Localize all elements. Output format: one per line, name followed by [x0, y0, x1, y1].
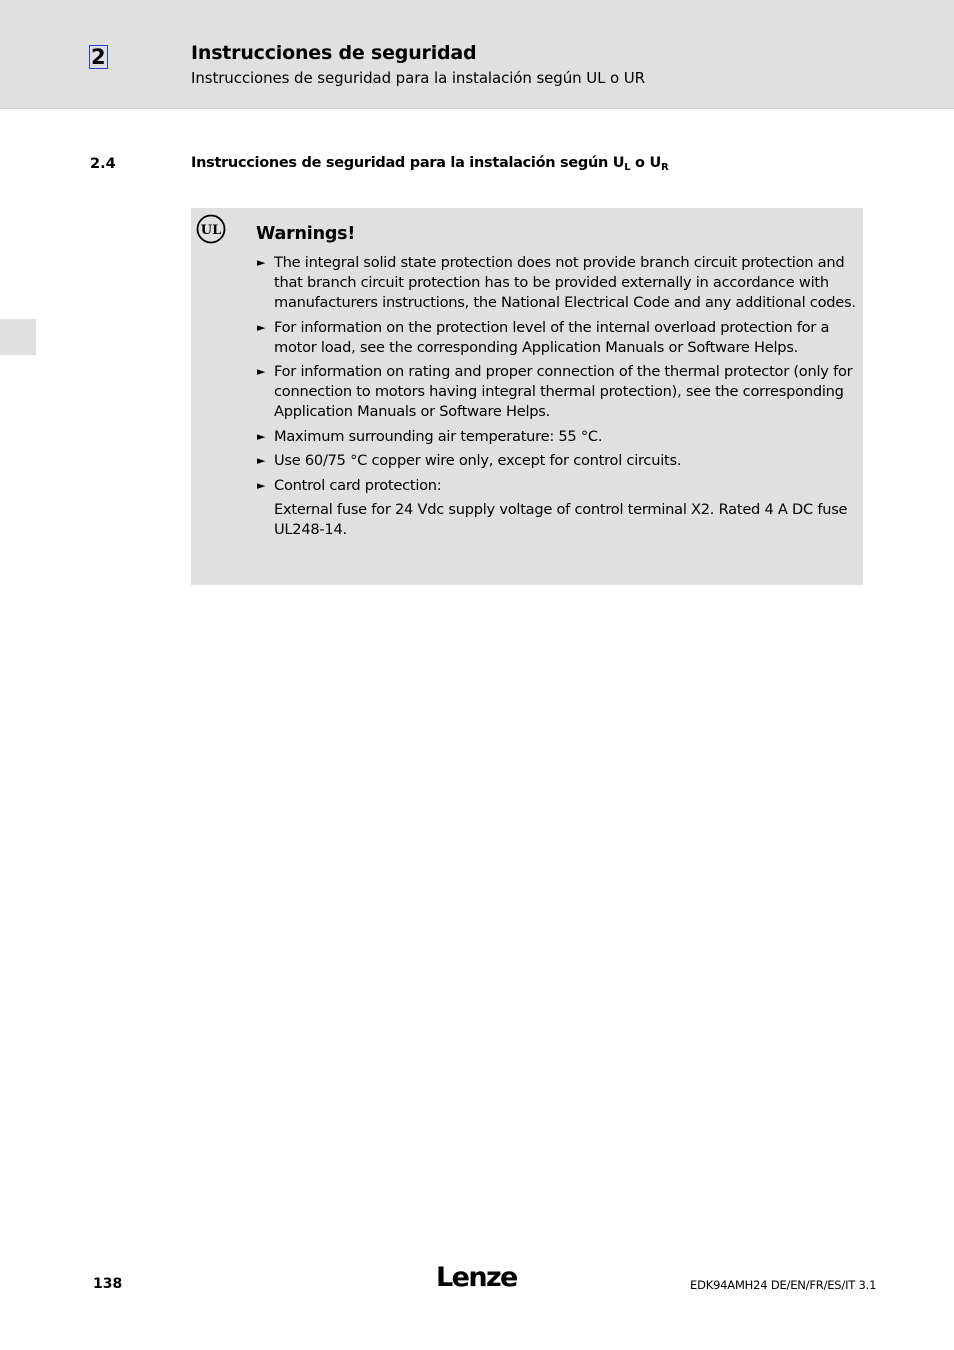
- warning-heading: Warnings!: [256, 224, 356, 244]
- section-number: 2.4: [90, 156, 116, 172]
- subscript-l: L: [624, 162, 631, 173]
- document-id: EDK94AMH24 DE/EN/FR/ES/IT 3.1: [690, 1278, 877, 1292]
- list-item-text: Maximum surrounding air temperature: 55 °C.: [274, 427, 603, 445]
- bullet-arrow-icon: ►: [257, 320, 266, 334]
- list-item: [257, 362, 857, 422]
- warning-box: [191, 208, 863, 585]
- section-title-text: Instrucciones de seguridad para la instalación según U: [191, 155, 625, 171]
- bullet-arrow-icon: ►: [257, 256, 266, 269]
- bullet-arrow-icon: ►: [257, 478, 266, 492]
- list-item-text: For information on rating and proper connection of the thermal protector (only for connection to motors having integral thermal protection), see the corresponding Application Manuals or Software Helps.: [274, 363, 853, 420]
- ul-listed-icon: [196, 214, 226, 244]
- ul-logo-text: UL: [200, 223, 222, 238]
- section-title-connector: o U: [630, 155, 661, 171]
- bullet-arrow-icon: ►: [257, 429, 266, 443]
- list-item: [257, 253, 857, 313]
- warning-list: [257, 253, 857, 544]
- chapter-subtitle: Instrucciones de seguridad para la instalación según UL o UR: [191, 69, 645, 87]
- lenze-logo: Lenze: [436, 1262, 517, 1293]
- chapter-title: Instrucciones de seguridad: [191, 42, 477, 64]
- list-item-text: The integral solid state protection does not provide branch circuit protection and that branch circuit protection has to be provided externally in accordance with manufacturers instructions, the National Electrical Code and any additional codes.: [274, 254, 856, 311]
- chapter-number[interactable]: 2: [91, 45, 106, 69]
- list-item-text: Use 60/75 °C copper wire only, except for control circuits.: [274, 452, 682, 469]
- list-item: [257, 476, 857, 540]
- list-item-extra-text: External fuse for 24 Vdc supply voltage of control terminal X2. Rated 4 A DC fuse UL248-14.: [274, 500, 848, 538]
- header-band: [0, 0, 954, 109]
- chapter-side-tab: [0, 319, 36, 355]
- list-item: [257, 451, 857, 471]
- section-title: [191, 155, 668, 173]
- bullet-arrow-icon: ►: [257, 454, 266, 467]
- page-number: 138: [93, 1276, 123, 1292]
- list-item-text: For information on the protection level of the internal overload protection for a motor load, see the corresponding Application Manuals or Software Helps.: [274, 318, 830, 356]
- bullet-arrow-icon: ►: [257, 365, 266, 378]
- list-item-text: Control card protection:: [274, 476, 442, 494]
- subscript-r: R: [660, 162, 669, 173]
- list-item: [257, 427, 857, 447]
- list-item: [257, 318, 857, 358]
